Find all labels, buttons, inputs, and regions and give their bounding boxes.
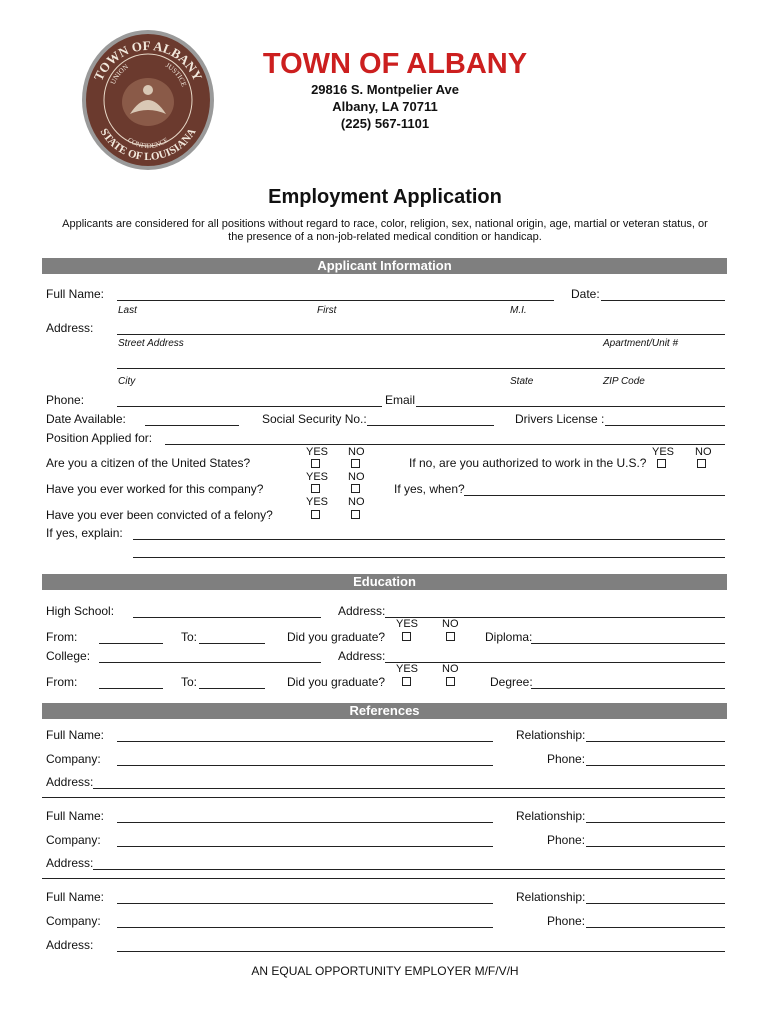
no-label: NO — [442, 618, 459, 630]
date-available-label: Date Available: — [46, 412, 126, 426]
degree-field[interactable] — [531, 688, 725, 689]
section-applicant-information: Applicant Information — [42, 258, 727, 274]
degree-label: Degree: — [490, 675, 533, 689]
date-label: Date: — [571, 287, 600, 301]
explain-label: If yes, explain: — [46, 526, 123, 540]
hs-from-label: From: — [46, 630, 78, 644]
full-name-field[interactable] — [117, 300, 554, 301]
ref1-phone-label: Phone: — [547, 752, 586, 766]
ref3-full-name-field[interactable] — [117, 903, 493, 904]
felony-question: Have you ever been convicted of a felony? — [46, 508, 273, 522]
drivers-license-field[interactable] — [605, 425, 725, 426]
yes-label: YES — [396, 663, 419, 675]
street-address-caption: Street Address — [118, 338, 184, 349]
disclaimer-line1: Applicants are considered for all positions without regard to race, color, religion, sex, national origin, age, martial or veteran status, or — [62, 218, 708, 230]
last-name-caption: Last — [118, 305, 137, 316]
section-education: Education — [42, 574, 727, 590]
phone-field[interactable] — [117, 406, 382, 407]
ref2-phone-field[interactable] — [586, 846, 725, 847]
town-title: TOWN OF ALBANY — [262, 48, 528, 80]
ref2-full-name-label: Full Name: — [46, 809, 105, 823]
svg-text:UNION: UNION — [109, 62, 130, 86]
ref3-full-name-label: Full Name: — [46, 890, 105, 904]
college-address-field[interactable] — [385, 662, 725, 663]
ref2-phone-label: Phone: — [547, 833, 586, 847]
ref2-separator — [42, 878, 725, 879]
diploma-field[interactable] — [531, 643, 725, 644]
worked-question: Have you ever worked for this company? — [46, 482, 264, 496]
city-state-zip-field[interactable] — [117, 368, 725, 369]
college-to-label: To: — [181, 675, 198, 689]
high-school-label: High School: — [46, 604, 115, 618]
town-address-line1: 29816 S. Montpelier Ave — [311, 82, 459, 97]
ref1-address-label: Address: — [46, 775, 94, 789]
address-label: Address: — [46, 321, 94, 335]
ref1-address-field[interactable] — [93, 788, 725, 789]
high-school-address-label: Address: — [338, 604, 386, 618]
college-from-field[interactable] — [99, 688, 163, 689]
city-caption: City — [118, 376, 136, 387]
ref3-address-field[interactable] — [117, 951, 725, 952]
ref1-company-label: Company: — [46, 752, 101, 766]
ref3-relationship-field[interactable] — [586, 903, 725, 904]
town-seal-logo — [80, 28, 215, 173]
first-name-caption: First — [317, 305, 337, 316]
town-phone: (225) 567-1101 — [340, 116, 430, 131]
form-title: Employment Application — [268, 186, 502, 208]
email-label: Email — [385, 393, 416, 407]
ref2-relationship-field[interactable] — [586, 822, 725, 823]
svg-text:STATE OF LOUISIANA: STATE OF LOUISIANA — [97, 126, 199, 164]
ref2-address-label: Address: — [46, 856, 94, 870]
yes-label: YES — [306, 471, 329, 483]
date-field[interactable] — [601, 300, 725, 301]
hs-to-field[interactable] — [199, 643, 265, 644]
high-school-field[interactable] — [133, 617, 321, 618]
section-references: References — [42, 703, 727, 719]
worked-yes-checkbox[interactable] — [311, 484, 320, 493]
position-field[interactable] — [165, 444, 725, 445]
college-from-label: From: — [46, 675, 78, 689]
no-label: NO — [348, 496, 365, 508]
ref1-relationship-label: Relationship: — [516, 728, 586, 742]
ref1-separator — [42, 797, 725, 798]
felony-no-checkbox[interactable] — [351, 510, 360, 519]
middle-initial-caption: M.I. — [510, 305, 527, 316]
authorized-no-checkbox[interactable] — [697, 459, 706, 468]
worked-no-checkbox[interactable] — [351, 484, 360, 493]
phone-label: Phone: — [46, 393, 85, 407]
ref3-address-label: Address: — [46, 938, 94, 952]
ref2-company-label: Company: — [46, 833, 101, 847]
disclaimer-line2: the presence of a non-job-related medical condition or handicap. — [228, 231, 542, 243]
yes-label: YES — [396, 618, 419, 630]
ssn-field[interactable] — [367, 425, 494, 426]
citizen-question: Are you a citizen of the United States? — [46, 456, 251, 470]
college-graduate-yes-checkbox[interactable] — [402, 677, 411, 686]
equal-opportunity-footer: AN EQUAL OPPORTUNITY EMPLOYER M/F/V/H — [251, 964, 519, 978]
full-name-label: Full Name: — [46, 287, 105, 301]
town-address-line2: Albany, LA 70711 — [332, 99, 438, 114]
state-caption: State — [510, 376, 534, 387]
ref1-full-name-field[interactable] — [117, 741, 493, 742]
svg-text:JUSTICE: JUSTICE — [164, 61, 188, 88]
diploma-label: Diploma: — [485, 630, 533, 644]
no-label: NO — [348, 446, 365, 458]
ref3-phone-label: Phone: — [547, 914, 586, 928]
college-field[interactable] — [99, 662, 321, 663]
felony-yes-checkbox[interactable] — [311, 510, 320, 519]
ref2-full-name-field[interactable] — [117, 822, 493, 823]
hs-from-field[interactable] — [99, 643, 163, 644]
explain-field-line1[interactable] — [133, 539, 725, 540]
authorized-yes-checkbox[interactable] — [657, 459, 666, 468]
college-label: College: — [46, 649, 91, 663]
college-graduate-label: Did you graduate? — [287, 675, 386, 689]
citizen-no-checkbox[interactable] — [351, 459, 360, 468]
when-field[interactable] — [464, 495, 725, 496]
street-address-field[interactable] — [117, 334, 725, 335]
svg-text:TOWN OF ALBANY: TOWN OF ALBANY — [90, 37, 206, 83]
ssn-label: Social Security No.: — [262, 412, 367, 426]
svg-text:CONFIDENCE: CONFIDENCE — [126, 136, 170, 151]
no-label: NO — [442, 663, 459, 675]
yes-label: YES — [652, 446, 675, 458]
position-label: Position Applied for: — [46, 431, 153, 445]
email-field[interactable] — [416, 406, 725, 407]
high-school-address-field[interactable] — [385, 617, 725, 618]
ref3-phone-field[interactable] — [586, 927, 725, 928]
yes-label: YES — [306, 446, 329, 458]
no-label: NO — [348, 471, 365, 483]
explain-field-line2[interactable] — [133, 557, 725, 558]
hs-graduate-no-checkbox[interactable] — [446, 632, 455, 641]
ref2-company-field[interactable] — [117, 846, 493, 847]
zip-caption: ZIP Code — [603, 376, 645, 387]
ref2-address-field[interactable] — [93, 869, 725, 870]
ref1-company-field[interactable] — [117, 765, 493, 766]
drivers-license-label: Drivers License : — [515, 412, 605, 426]
college-graduate-no-checkbox[interactable] — [446, 677, 455, 686]
hs-graduate-label: Did you graduate? — [287, 630, 386, 644]
ref1-relationship-field[interactable] — [586, 741, 725, 742]
when-label: If yes, when? — [394, 482, 465, 496]
ref3-company-field[interactable] — [117, 927, 493, 928]
hs-graduate-yes-checkbox[interactable] — [402, 632, 411, 641]
date-available-field[interactable] — [145, 425, 239, 426]
college-address-label: Address: — [338, 649, 386, 663]
ref3-relationship-label: Relationship: — [516, 890, 586, 904]
authorized-question: If no, are you authorized to work in the U.S.? — [409, 456, 647, 470]
ref1-full-name-label: Full Name: — [46, 728, 105, 742]
hs-to-label: To: — [181, 630, 198, 644]
apartment-caption: Apartment/Unit # — [603, 338, 679, 349]
college-to-field[interactable] — [199, 688, 265, 689]
ref1-phone-field[interactable] — [586, 765, 725, 766]
citizen-yes-checkbox[interactable] — [311, 459, 320, 468]
ref3-company-label: Company: — [46, 914, 101, 928]
yes-label: YES — [306, 496, 329, 508]
ref2-relationship-label: Relationship: — [516, 809, 586, 823]
no-label: NO — [695, 446, 712, 458]
